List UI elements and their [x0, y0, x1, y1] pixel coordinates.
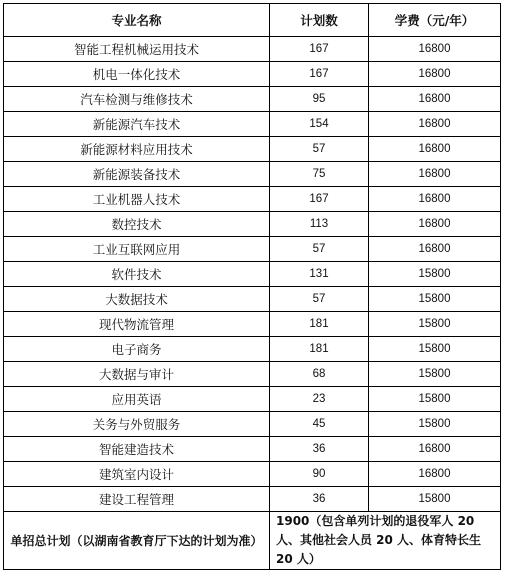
plan-count-cell: 167	[270, 37, 369, 62]
tuition-cell: 16800	[369, 462, 501, 487]
plan-count-cell: 57	[270, 287, 369, 312]
major-name-cell: 大数据与审计	[4, 362, 270, 387]
header-major-name: 专业名称	[4, 4, 270, 37]
plan-count-cell: 95	[270, 87, 369, 112]
major-name-cell: 新能源装备技术	[4, 162, 270, 187]
table-row	[4, 312, 501, 337]
tuition-cell: 15800	[369, 312, 501, 337]
table-row	[4, 212, 501, 237]
major-name-cell: 现代物流管理	[4, 312, 270, 337]
table-row	[4, 462, 501, 487]
tuition-cell: 15800	[369, 387, 501, 412]
table-row	[4, 337, 501, 362]
enrollment-plan-table-container	[3, 3, 501, 570]
plan-count-cell: 154	[270, 112, 369, 137]
tuition-cell: 16800	[369, 437, 501, 462]
table-row	[4, 412, 501, 437]
tuition-cell: 15800	[369, 262, 501, 287]
major-name-cell: 电子商务	[4, 337, 270, 362]
tuition-cell: 15800	[369, 337, 501, 362]
table-row	[4, 62, 501, 87]
plan-count-cell: 75	[270, 162, 369, 187]
tuition-cell: 16800	[369, 237, 501, 262]
tuition-cell: 15800	[369, 487, 501, 512]
major-name-cell: 软件技术	[4, 262, 270, 287]
major-name-cell: 大数据技术	[4, 287, 270, 312]
tuition-cell: 16800	[369, 162, 501, 187]
table-row	[4, 287, 501, 312]
tuition-cell: 16800	[369, 137, 501, 162]
table-row	[4, 437, 501, 462]
enrollment-plan-table	[3, 3, 501, 570]
plan-count-cell: 131	[270, 262, 369, 287]
footer-total-label: 单招总计划（以湖南省教育厅下达的计划为准）	[4, 512, 270, 570]
table-footer-row	[4, 512, 501, 570]
plan-count-cell: 167	[270, 187, 369, 212]
tuition-cell: 15800	[369, 412, 501, 437]
major-name-cell: 应用英语	[4, 387, 270, 412]
major-name-cell: 汽车检测与维修技术	[4, 87, 270, 112]
table-row	[4, 87, 501, 112]
plan-count-cell: 36	[270, 487, 369, 512]
tuition-cell: 16800	[369, 62, 501, 87]
plan-count-cell: 57	[270, 137, 369, 162]
plan-count-cell: 113	[270, 212, 369, 237]
plan-count-cell: 23	[270, 387, 369, 412]
table-row	[4, 387, 501, 412]
major-name-cell: 数控技术	[4, 212, 270, 237]
tuition-cell: 15800	[369, 287, 501, 312]
major-name-cell: 智能建造技术	[4, 437, 270, 462]
major-name-cell: 关务与外贸服务	[4, 412, 270, 437]
plan-count-cell: 181	[270, 312, 369, 337]
table-row	[4, 137, 501, 162]
major-name-cell: 建筑室内设计	[4, 462, 270, 487]
major-name-cell: 建设工程管理	[4, 487, 270, 512]
table-row	[4, 362, 501, 387]
table-row	[4, 237, 501, 262]
plan-count-cell: 167	[270, 62, 369, 87]
footer-total-value: 1900（包含单列计划的退役军人 20 人、其他社会人员 20 人、体育特长生 20 人）	[270, 512, 501, 570]
tuition-cell: 16800	[369, 37, 501, 62]
table-row	[4, 262, 501, 287]
table-row	[4, 187, 501, 212]
plan-count-cell: 45	[270, 412, 369, 437]
major-name-cell: 智能工程机械运用技术	[4, 37, 270, 62]
table-row	[4, 487, 501, 512]
table-row	[4, 162, 501, 187]
tuition-cell: 16800	[369, 212, 501, 237]
table-body	[4, 37, 501, 512]
header-plan-count: 计划数	[270, 4, 369, 37]
table-row	[4, 37, 501, 62]
plan-count-cell: 36	[270, 437, 369, 462]
major-name-cell: 新能源材料应用技术	[4, 137, 270, 162]
tuition-cell: 15800	[369, 362, 501, 387]
plan-count-cell: 90	[270, 462, 369, 487]
major-name-cell: 机电一体化技术	[4, 62, 270, 87]
table-row	[4, 112, 501, 137]
table-header-row	[4, 4, 501, 37]
major-name-cell: 新能源汽车技术	[4, 112, 270, 137]
plan-count-cell: 181	[270, 337, 369, 362]
tuition-cell: 16800	[369, 112, 501, 137]
major-name-cell: 工业互联网应用	[4, 237, 270, 262]
header-tuition: 学费（元/年）	[369, 4, 501, 37]
tuition-cell: 16800	[369, 87, 501, 112]
major-name-cell: 工业机器人技术	[4, 187, 270, 212]
tuition-cell: 16800	[369, 187, 501, 212]
plan-count-cell: 68	[270, 362, 369, 387]
plan-count-cell: 57	[270, 237, 369, 262]
